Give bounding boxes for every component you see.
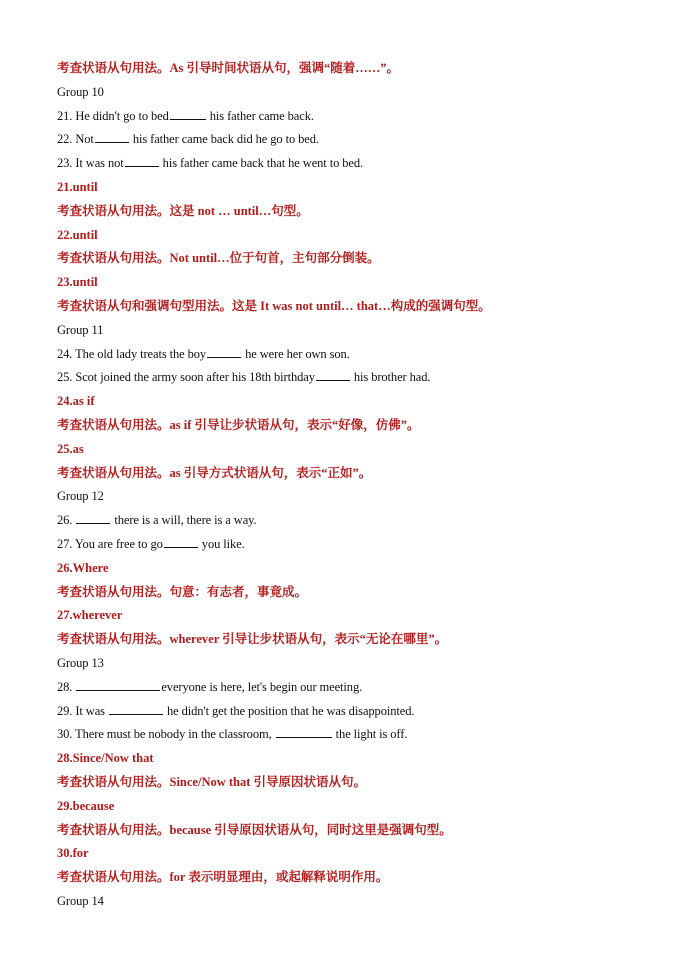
answer-text: 29.because bbox=[57, 798, 115, 813]
answer-text: 考查状语从句用法。Not until…位于句首，主句部分倒装。 bbox=[57, 251, 380, 266]
answer-line bbox=[57, 581, 657, 605]
question-text: his father came back. bbox=[206, 108, 314, 123]
answer-blank bbox=[164, 535, 198, 548]
answer-line bbox=[57, 200, 657, 224]
heading-text: Group 12 bbox=[57, 489, 104, 504]
question-line bbox=[57, 723, 657, 747]
group-heading bbox=[57, 81, 657, 105]
heading-text: Group 13 bbox=[57, 655, 104, 670]
question-text: the light is off. bbox=[332, 727, 408, 742]
answer-line bbox=[57, 390, 657, 414]
answer-text: 28.Since/Now that bbox=[57, 751, 154, 766]
answer-text: 考查状语从句用法。As 引导时间状语从句，强调“随着……”。 bbox=[57, 61, 400, 75]
question-text: 24. The old lady treats the boy bbox=[57, 346, 207, 361]
answer-blank bbox=[316, 368, 350, 381]
question-text: 26. bbox=[57, 513, 76, 528]
question-line bbox=[57, 128, 657, 152]
answer-line bbox=[57, 866, 657, 890]
answer-line bbox=[57, 628, 657, 652]
answer-line bbox=[57, 462, 657, 486]
question-line bbox=[57, 152, 657, 176]
question-text: 22. Not bbox=[57, 132, 94, 147]
answer-text: 22.until bbox=[57, 227, 98, 242]
answer-line bbox=[57, 271, 657, 295]
question-text: he were her own son. bbox=[242, 346, 350, 361]
question-text: there is a will, there is a way. bbox=[111, 513, 257, 528]
answer-blank bbox=[76, 678, 160, 691]
answer-text: 26.Where bbox=[57, 560, 109, 575]
answer-line bbox=[57, 842, 657, 866]
answer-blank bbox=[207, 345, 241, 358]
question-text: 30. There must be nobody in the classroom, bbox=[57, 727, 275, 742]
question-text: 25. Scot joined the army soon after his 18th birthday bbox=[57, 370, 315, 385]
answer-text: 21.until bbox=[57, 179, 98, 194]
answer-text: 考查状语从句用法。for 表示明显理由，或起解释说明作用。 bbox=[57, 870, 389, 885]
question-line bbox=[57, 105, 657, 129]
answer-blank bbox=[95, 130, 129, 143]
answer-line bbox=[57, 557, 657, 581]
answer-text: 考查状语从句用法。Since/Now that 引导原因状语从句。 bbox=[57, 774, 367, 789]
heading-text: Group 10 bbox=[57, 84, 104, 99]
question-line bbox=[57, 533, 657, 557]
answer-line bbox=[57, 819, 657, 843]
answer-line bbox=[57, 795, 657, 819]
answer-line bbox=[57, 57, 657, 81]
answer-text: 考查状语从句用法。wherever 引导让步状语从句，表示“无论在哪里”。 bbox=[57, 632, 448, 647]
group-heading bbox=[57, 890, 657, 914]
answer-line bbox=[57, 247, 657, 271]
answer-blank bbox=[125, 154, 159, 167]
question-text: his brother had. bbox=[350, 370, 431, 385]
answer-blank bbox=[76, 511, 110, 524]
group-heading bbox=[57, 319, 657, 343]
heading-text: Group 14 bbox=[57, 893, 104, 908]
answer-blank bbox=[170, 107, 206, 120]
question-text: you like. bbox=[198, 536, 245, 551]
answer-text: 30.for bbox=[57, 846, 89, 861]
answer-line bbox=[57, 438, 657, 462]
question-text: everyone is here, let's begin our meeting. bbox=[161, 679, 363, 694]
answer-text: 23.until bbox=[57, 275, 98, 290]
question-text: 28. bbox=[57, 679, 76, 694]
answer-line bbox=[57, 224, 657, 248]
answer-text: 27.wherever bbox=[57, 608, 123, 623]
answer-line bbox=[57, 295, 657, 319]
question-text: he didn't get the position that he was disappointed. bbox=[163, 703, 415, 718]
heading-text: Group 11 bbox=[57, 322, 104, 337]
answer-text: 考查状语从句和强调句型用法。这是 It was not until… that…构成的强调句型。 bbox=[57, 298, 491, 313]
question-text: 29. It was bbox=[57, 703, 108, 718]
answer-line bbox=[57, 747, 657, 771]
question-line bbox=[57, 700, 657, 724]
question-line bbox=[57, 509, 657, 533]
answer-line bbox=[57, 176, 657, 200]
group-heading bbox=[57, 652, 657, 676]
answer-blank bbox=[109, 702, 163, 715]
question-line bbox=[57, 676, 657, 700]
document-page bbox=[57, 57, 657, 914]
question-text: 21. He didn't go to bed bbox=[57, 108, 169, 123]
question-line bbox=[57, 343, 657, 367]
answer-blank bbox=[276, 725, 332, 738]
question-line bbox=[57, 366, 657, 390]
answer-line bbox=[57, 414, 657, 438]
answer-text: 考查状语从句用法。as 引导方式状语从句，表示“正如”。 bbox=[57, 465, 372, 480]
question-text: his father came back did he go to bed. bbox=[129, 132, 319, 147]
question-text: 23. It was not bbox=[57, 156, 124, 171]
answer-text: 考查状语从句用法。as if 引导让步状语从句，表示“好像，仿佛”。 bbox=[57, 417, 420, 432]
answer-text: 25.as bbox=[57, 441, 84, 456]
answer-text: 考查状语从句用法。这是 not … until…句型。 bbox=[57, 203, 309, 218]
question-text: his father came back that he went to bed. bbox=[159, 156, 364, 171]
answer-line bbox=[57, 604, 657, 628]
answer-line bbox=[57, 771, 657, 795]
answer-text: 考查状语从句用法。because 引导原因状语从句，同时这里是强调句型。 bbox=[57, 822, 452, 837]
answer-text: 考查状语从句用法。句意：有志者，事竟成。 bbox=[57, 584, 308, 599]
question-text: 27. You are free to go bbox=[57, 536, 163, 551]
answer-text: 24.as if bbox=[57, 394, 95, 409]
group-heading bbox=[57, 485, 657, 509]
